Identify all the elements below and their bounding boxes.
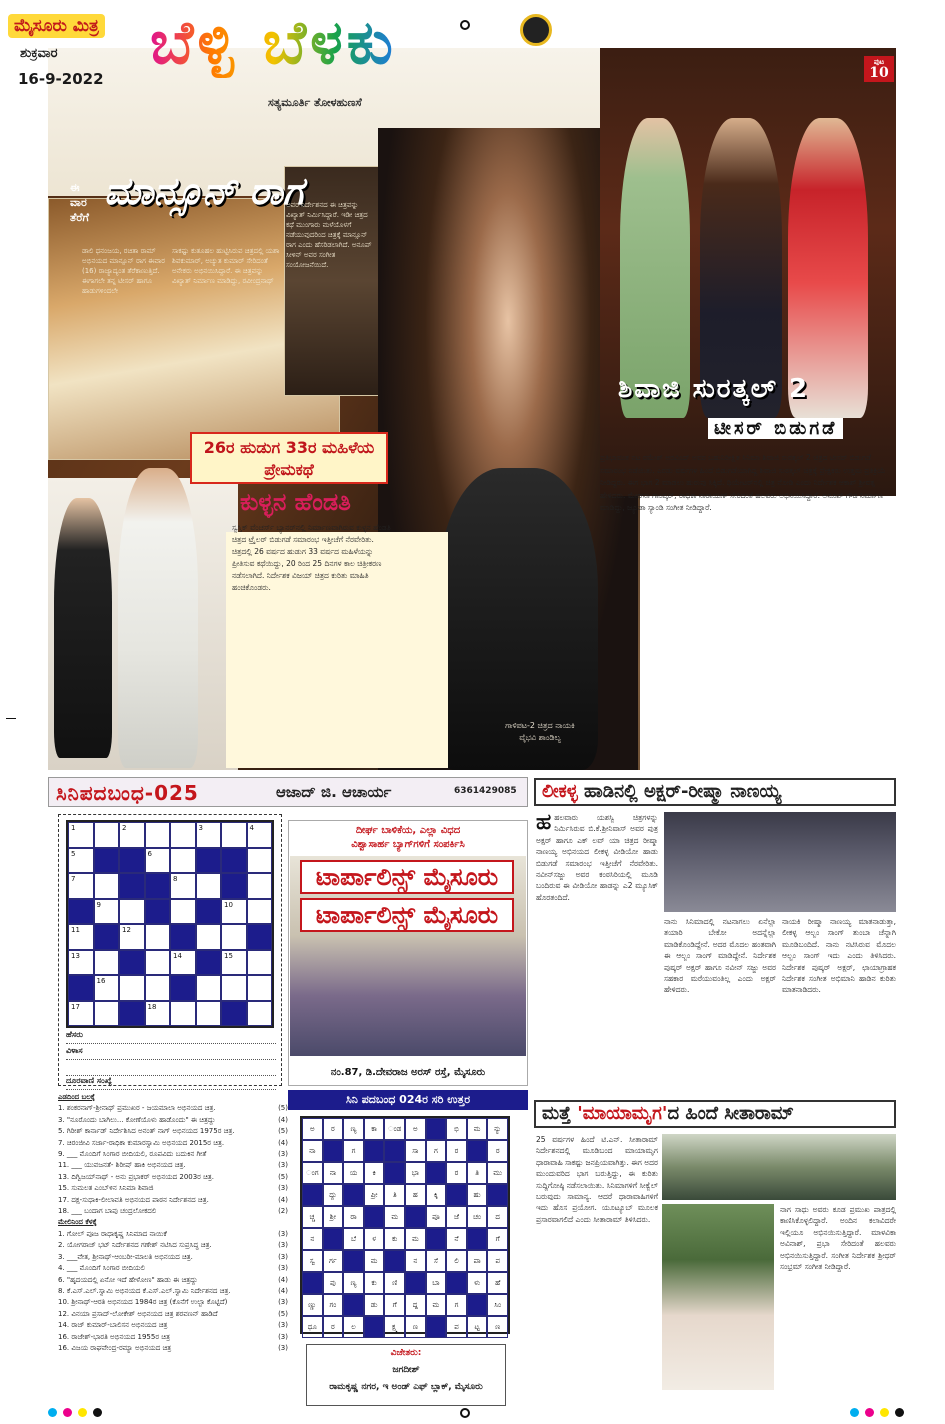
answer-cell: ಣ್ಯ <box>343 1272 364 1294</box>
winner-name: ಜಗದೀಶ್ <box>392 1365 420 1375</box>
crossword-cell[interactable]: 10 <box>221 899 247 925</box>
answer-cell: ಸ್ವ <box>302 1250 323 1272</box>
crossword-cell <box>196 950 222 976</box>
winner-box <box>306 1344 506 1406</box>
answer-cell: ಗೆ <box>487 1228 508 1250</box>
crossword-cell <box>221 848 247 874</box>
answer-cell: ಅ <box>405 1118 426 1140</box>
answer-cell: ನ್ಯು <box>487 1118 508 1140</box>
answer-cell <box>467 1228 488 1250</box>
clue-item: 14. ರಾಜ್ ಕುಮಾರ್-ಬಾಲಿಸನ ಅಭಿನಯದ ಚಿತ್ರ (3) <box>58 1321 288 1330</box>
crossword-cell <box>94 848 120 874</box>
address-field-line2[interactable] <box>66 1062 276 1076</box>
crossword-cell[interactable]: 3 <box>196 822 222 848</box>
answer-cell <box>446 1272 467 1294</box>
clue-heading: ಮೇಲಿನಿಂದ ಕೆಳಕ್ಕೆ <box>58 1218 97 1227</box>
clue-item: 1. ಗೋಲ್ ಪೂಜ ರಾಧಾಕೃಷ್ಣ ಸಿನಿಮಾದ ನಾಯಿಕೆ (3) <box>58 1229 288 1238</box>
answer-cell <box>405 1206 426 1228</box>
answer-cell: ಸಿಂ <box>487 1294 508 1316</box>
puzzle-clues <box>58 1092 288 1354</box>
crossword-cell[interactable]: 4 <box>247 822 273 848</box>
clue-item: 5. ಗಿರೀಶ್ ಕಾರ್ನಾಡ್ ನಿರ್ದೇಶಿಸಿದ ಅನಂತ್ ನಾಗ್ ಅಭಿನಯದ 1975ರ ಚಿತ್ರ. (5) <box>58 1127 288 1136</box>
crossword-cell[interactable] <box>145 924 171 950</box>
answer-cell <box>467 1140 488 1162</box>
answer-cell: ಭಿ <box>446 1118 467 1140</box>
crossword-cell[interactable] <box>247 950 273 976</box>
answer-cell: ಮು <box>487 1162 508 1184</box>
crossword-cell[interactable]: 13 <box>68 950 94 976</box>
crossword-grid <box>66 820 274 1028</box>
name-label: ಹೆಸರು <box>66 1030 83 1039</box>
answer-cell: ಕ್ಷ್ಮ <box>384 1316 405 1338</box>
answer-cell <box>302 1272 323 1294</box>
clue-heading: ಎಡದಿಂದ ಬಲಕ್ಕೆ <box>58 1093 95 1101</box>
issue-day: ಶುಕ್ರವಾರ <box>20 46 58 61</box>
crossword-cell[interactable]: 5 <box>68 848 94 874</box>
answer-cell <box>446 1184 467 1206</box>
crossword-cell[interactable]: 12 <box>119 924 145 950</box>
kulla-body: ಸ್ವಸ್ತಿಕ್ ವೆಂಚರ್ಸ್ ಬ್ಯಾನರ್‌ನಲ್ಲಿ ನಿರ್ಮಾಣವಾಗಿರುವ ಕುಳ್ಳನ ಹೆಂಡತಿ ಚಿತ್ರದ ಟ್ರೈಲರ್ ಬಿಡುಗಡೆ ಸಮಾರಂಭ ಇತ್ತೀಚೆಗೆ ನೆರವೇರಿತು. ಚಿತ್ರದಲ್ಲಿ 26 ವರ್ಷದ ಹುಡುಗ 33 ವರ್ಷದ ಮಹಿಳೆಯನ್ನು ಪ್ರೀತಿಸುವ ಕಥೆಯಿದ್ದು, 20 ರಿಂದ 25 ದಿನಗಳ ಕಾಲ ಚಿತ್ರೀಕರಣ ನಡೆಸಲಾಗಿದೆ. ನಿರ್ದೇಶಕ ವಿಜಯ್ ಚಿತ್ರದ ಕುರಿತು ಮಾಹಿತಿ ಹಂಚಿಕೊಂಡರು. <box>232 523 391 592</box>
answer-cell: ಳ <box>364 1228 385 1250</box>
actress-green-saree <box>620 118 690 418</box>
answer-cell <box>384 1140 405 1162</box>
answer-cell: ಹು <box>467 1184 488 1206</box>
crossword-cell[interactable] <box>119 899 145 925</box>
answer-cell: ಟ್ಟ <box>467 1316 488 1338</box>
answer-cell: ಮ <box>467 1118 488 1140</box>
clue-item: 12. ವಿನಯಾ ಪ್ರಸಾದ್-ಲೋಕೇಶ್ ಅಭಿನಯದ ಚಿತ್ರ ಶರವಣನ್ ಹಾಡಿದೆ (5) <box>58 1309 288 1318</box>
actress-red-jacket <box>788 118 868 418</box>
crossword-cell[interactable] <box>196 1001 222 1027</box>
answer-cell: ನಾ <box>323 1162 344 1184</box>
answer-cell: ಚ್ಚ <box>302 1206 323 1228</box>
crossword-cell[interactable] <box>221 975 247 1001</box>
address-label: ವಿಳಾಸ <box>66 1046 83 1055</box>
answer-cell: ಣ್ಣು <box>302 1294 323 1316</box>
answer-cell: ಕು <box>384 1228 405 1250</box>
ad-line1: ದೀರ್ಘ ಬಾಳಿಕೆಯ, ಎಲ್ಲಾ ವಿಧದ <box>355 825 461 836</box>
print-color-bar <box>48 1408 102 1417</box>
answer-cell: ಹೆ <box>487 1272 508 1294</box>
clue-item: 13. ದಿಗ್ವಿಜಯ್‌ನಾಥ್ - ಅನು ಪ್ರಭಾಕರ್ ಅಭಿನಯದ 2003ರ ಚಿತ್ರ. (5) <box>58 1172 288 1181</box>
answer-cell: ಪ <box>446 1316 467 1338</box>
shivaji-title: ಶಿವಾಜಿ ಸುರತ್ಕಲ್ 2 <box>618 374 810 404</box>
puzzle-phone: 6361429085 <box>454 786 517 796</box>
monsoon-col2: ಸಾಕಷ್ಟು ಕುತೂಹಲ ಹುಟ್ಟಿಸಿರುವ ಚಿತ್ರದಲ್ಲಿ ಯಶಾ ಶಿವಕುಮಾರ್, ಅಚ್ಯುತ ಕುಮಾರ್ ಸೇರಿದಂತೆ ಅನೇಕರು ಅಭಿನಯಿಸಿದ್ದಾರೆ. ಈ ಚಿತ್ರವನ್ನು ವಿಖ್ಯಾತ್ ನಿರ್ಮಾಣ ಮಾಡಿದ್ದು, ರವೀಂದ್ರನಾಥ್ <box>172 247 280 285</box>
registration-mark <box>460 1408 470 1418</box>
answer-cell: ಗಂ <box>323 1294 344 1316</box>
crossword-cell[interactable] <box>221 924 247 950</box>
maaya-actress-photo <box>662 1204 774 1390</box>
monsoon-title: ಮಾನ್ಸೂನ್ ರಾಗ <box>104 168 304 213</box>
answer-cell: ಕಾ <box>364 1118 385 1140</box>
crossword-cell[interactable]: 8 <box>170 873 196 899</box>
ad-address: ನಂ.87, ಡಿ.ದೇವರಾಜ ಅರಸ್ ರಸ್ತೆ, ಮೈಸೂರು <box>290 1062 526 1084</box>
answer-cell <box>364 1316 385 1338</box>
answers-title: ಸಿನಿ ಪದಬಂಧ 024ರ ಸರಿ ಉತ್ತರ <box>288 1090 528 1110</box>
answer-cell: ತಿ <box>467 1162 488 1184</box>
answer-cell: ರ <box>487 1140 508 1162</box>
crossword-cell <box>170 975 196 1001</box>
crossword-cell[interactable] <box>145 975 171 1001</box>
answer-cell: ಸಾ <box>405 1140 426 1162</box>
crossword-cell[interactable]: 2 <box>119 822 145 848</box>
page-number: 10 <box>869 65 889 81</box>
answer-cell <box>426 1162 447 1184</box>
clue-item: 11. ___ ಯುವಜನತೆ- ಶಿರೀಷ್ ಹಾಕಿ ಅಭಿನಯದ ಚಿತ್ರ. (3) <box>58 1161 288 1170</box>
registration-mark <box>460 20 470 30</box>
answer-cell: ಬೆ <box>343 1228 364 1250</box>
answer-cell: ಪೂ <box>426 1206 447 1228</box>
clue-item: 16. ರಾಜೇಶ್-ಭಾರತಿ ಅಭಿನಯದ 1955ರ ಚಿತ್ರ (3) <box>58 1332 288 1341</box>
answer-cell: ರ <box>446 1162 467 1184</box>
answer-cell: ಭಾ <box>405 1162 426 1184</box>
shop-sign-1: ಟಾರ್ಪಾಲಿನ್ಸ್ ಮೈಸೂರು <box>300 860 514 894</box>
answer-cell <box>487 1184 508 1206</box>
actress-black-dress <box>54 498 112 758</box>
answer-cell <box>343 1294 364 1316</box>
crossword-cell <box>221 873 247 899</box>
answer-cell: ಕಿ <box>364 1162 385 1184</box>
crossword-cell <box>94 924 120 950</box>
answer-cell: ಗ <box>343 1140 364 1162</box>
crossword-cell[interactable]: 1 <box>68 822 94 848</box>
crossword-cell <box>119 950 145 976</box>
answer-cell: ನಾ <box>302 1140 323 1162</box>
crossword-cell[interactable] <box>119 975 145 1001</box>
crossword-cell[interactable] <box>247 975 273 1001</box>
clue-item: 15. ಸುಮಲತ ಎಂಬ್‌ಳಿನ ಸಿನಿಮಾ ಶಿವಾಜಿ (3) <box>58 1184 288 1193</box>
leekalla-col3: ನಾಯಕಿ ರೀಷ್ಮಾ ನಾಣಯ್ಯ ಮಾತನಾಡುತ್ತಾ, ಲೀಕಳ್ಳ ಆಲ್ಬಂ ಸಾಂಗ್ ತುಂಬಾ ಚೆನ್ನಾಗಿ ಮೂಡಿಬಂದಿದೆ. ನಾನು ನಟಿಸಿರುವ ಮೊದಲ ಆಲ್ಬಂ ಸಾಂಗ್ ಇದು ಎಂದು ತಿಳಿಸಿದರು. ನಿರ್ದೇಶಕ ಪುಷ್ಕರ್ ಅಕ್ಷರ್, ಛಾಯಾಗ್ರಾಹಕ ನಿರ್ದೇಶಕ ಸಂಗೀತ ಅಭಿಮಾನಿ ಹಾಡಿನ ಕುರಿತು ಮಾತನಾಡಿದರು. <box>782 917 896 995</box>
answer-cell: ಪಾ <box>467 1250 488 1272</box>
answer-cell: ಧೂ <box>302 1316 323 1338</box>
crossword-cell[interactable] <box>94 873 120 899</box>
crossword-cell <box>196 848 222 874</box>
answer-cell <box>364 1140 385 1162</box>
brand-logo: ಮೈಸೂರು ಮಿತ್ರ <box>8 14 105 38</box>
clue-item: 2. ಯೋಗರಾಜ್ ಭಟ್ ನಿರ್ದೇಶನದ ಗಣೇಶ್ ನಟಿಸಿದ ಸುಪ್ರಸಿದ್ಧ ಚಿತ್ರ. (3) <box>58 1241 288 1250</box>
answer-cell: ಕ್ಕಿ <box>426 1184 447 1206</box>
maaya-title: ಮತ್ತೆ 'ಮಾಯಾಮೃಗ'ದ ಹಿಂದೆ ಸೀತಾರಾಮ್ <box>534 1100 896 1128</box>
answer-cell: ಪು <box>323 1272 344 1294</box>
monsoon-col1: ಡಾಲಿ ಧನಂಜಯ, ರಚಿತಾ ರಾಮ್ ಅಭಿನಯದ ಮಾನ್ಸೂನ್ ರಾಗ ಈವಾರ (16) ರಾಜ್ಯಾದ್ಯಂತ ತೆರೆಕಾಣುತ್ತಿದೆ. ಈಗಾಗಲೇ ತನ್ನ ಟೀಸರ್ ಹಾಗೂ ಹಾಡುಗಳಿಂದಲೇ <box>82 247 165 295</box>
crossword-cell[interactable]: 14 <box>170 950 196 976</box>
name-field[interactable] <box>66 1030 276 1044</box>
kulla-banner: 26ರ ಹುಡುಗ 33ರ ಮಹಿಳೆಯ ಪ್ರೇಮಕಥೆ <box>190 432 388 484</box>
answer-cell <box>364 1206 385 1228</box>
leekalla-col2: ನಾನು ಸಿನಿಮಾದಲ್ಲಿ ನಟನಾಗಲು ಏನೆಲ್ಲಾ ತಯಾರಿ ಬೇಕೋ ಅದನ್ನೆಲ್ಲಾ ಮಾಡಿಕೊಂಡಿದ್ದೇನೆ. ಅದರ ಮೊದಲ ಹಂತವಾಗಿ ಈ ಆಲ್ಬಂ ಸಾಂಗ್ ಮಾಡಿದ್ದೇನೆ. ನಿರ್ದೇಶಕ ಪುಷ್ಕರ್ ಅಕ್ಷರ್ ಹಾಗೂ ನವೀನ್ ಸಜ್ಜು ಅವರ ಸಹಕಾರ ಮರೆಯುವಂತಿಲ್ಲ ಎಂದು ಅಕ್ಷರ್ ಹೇಳಿದರು. <box>664 917 776 995</box>
answer-cell: ಲಿ <box>446 1250 467 1272</box>
answer-cell <box>302 1184 323 1206</box>
winner-address: ರಾಮಕೃಷ್ಣ ನಗರ, ಇ ಅಂಡ್ ಎಫ್ ಬ್ಲಾಕ್, ಮೈಸೂರು <box>329 1382 483 1392</box>
answer-cell: ನ <box>405 1250 426 1272</box>
answer-cell: ಗೆ <box>384 1294 405 1316</box>
shivaji-body: ಪ್ರತಿಭಾವಂತ ನಟ ರಮೇಶ್ ಅರವಿಂದ್ ಅವರ ಬಹುನಿರೀಕ್ಷಿತ ಸಿನಿಮಾ ಶಿವಾಜಿ ಸುರತ್ಕಲ್ 2 ಚಿತ್ರದ ಟೀಸರ್ ಬಿಡುಗಡೆ ಸಮಾರಂಭ ನಡೆಯಿತು. ಎರಡು ವರ್ಷಗಳ ಹಿಂದೆ ಬಿಡುಗಡೆಯಾಗಿದ್ದ ಶಿವಾಜಿ ಸುರತ್ಕಲ್ ಚಿತ್ರಕ್ಕೆ ಪ್ರೇಕ್ಷಕರು ಉತ್ತಮ ಪ್ರತಿಕ್ರಿಯೆ ನೀಡಿದ್ದರು. ಈಗ ಭಾಗ 2 ಮಾಡಲು ಹುರುಪು ಸಿಕ್ಕಿದೆ. ಥಿಯೇಟರ್‌ನಲ್ಲಿ ಚಿತ್ರ ನೋಡಿ ಎಂದು ನಿರ್ದೇಶಕ ಆಕಾಶ್ ಶ್ರೀವತ್ಸ ಹೇಳಿದರು. ಮೇಘನಾ ಗಾಂವ್ಕರ್, ರಾಧಿಕಾ ನಾರಾಯಣ್ ಸೇರಿದಂತೆ ಹಲವರು ಅಭಿನಯಿಸಿದ್ದಾರೆ. ಅನೂಪ್ ಗೌಡ ನಿರ್ಮಾಣ ಮಾಡಿದ್ದು, ಜ್ಯೂಡಾ ಸ್ಯಾಂಡಿ ಸಂಗೀತ ನೀಡಿದ್ದಾರೆ. <box>600 453 886 512</box>
answer-cell: ಮ <box>426 1294 447 1316</box>
section-masthead: ಬೆಳ್ಳಿ ಬೆಳಕು <box>150 8 397 78</box>
answer-cell: ಗ <box>446 1294 467 1316</box>
crossword-cell[interactable]: 17 <box>68 1001 94 1027</box>
answer-cell: ಹ <box>405 1184 426 1206</box>
crossword-cell <box>145 873 171 899</box>
crossword-cell <box>68 975 94 1001</box>
crossword-cell <box>196 899 222 925</box>
clue-item: 17. ದಕ್ಷ-ಸುಧಾಕಿ-ಲೀಲಾವತಿ ಅಭಿನಯದ ಪಾಠನ ನಿರ್ದೇಶನದ ಚಿತ್ರ. (4) <box>58 1195 288 1204</box>
maaya-col1: 25 ವರ್ಷಗಳ ಹಿಂದೆ ಟಿ.ಎನ್. ಸೀತಾರಾಮ್ ನಿರ್ದೇಶನದಲ್ಲಿ ಮೂಡಿಬಂದ ಮಾಯಾಮೃಗ ಧಾರಾವಾಹಿ ಸಾಕಷ್ಟು ಜನಪ್ರಿಯವಾಗಿತ್ತು. ಈಗ ಅದರ ಮುಂದುವರಿದ ಭಾಗ ಬರುತ್ತಿದ್ದು, ಈ ಕುರಿತು ಸುದ್ದಿಗೋಷ್ಠಿ ನಡೆಸಲಾಯಿತು. ಸಿನಿಮಾಗಳಿಗೆ ಸೀಕ್ವೆಲ್ ಬರುವುದು ಸಾಮಾನ್ಯ. ಆದರೆ ಧಾರಾವಾಹಿಗಳಿಗೆ ಇದು ಹೊಸ ಪ್ರಯೋಗ. ಯೂಟ್ಯೂಬ್ ಮೂಲಕ ಪ್ರಸಾರವಾಗಲಿದೆ ಎಂದು ಸೀತಾರಾಮ್ ತಿಳಿಸಿದರು. <box>536 1135 658 1224</box>
winner-label: ವಿಜೇತರು: <box>390 1348 422 1358</box>
clue-item: 4. ___ ಮೊಂದಿಗೆ ಸಿಂಗಾರ ಬೀದಿಯಲಿ (3) <box>58 1264 288 1273</box>
crossword-cell[interactable] <box>170 848 196 874</box>
address-field[interactable] <box>66 1046 276 1060</box>
crossword-cell[interactable] <box>170 899 196 925</box>
answer-cell <box>426 1316 447 1338</box>
clue-item: 6. "ಹೃದಯದಲ್ಲಿ ಏನೋ ಇದೆ ಹೇಳೋಣ" ಹಾಡು ಈ ಚಿತ್ರದ್ದು (4) <box>58 1275 288 1284</box>
answer-cell <box>384 1250 405 1272</box>
clue-item: 1. ಶಂಕರನಾಗ್-ಶ್ರೀನಾಥ್ ಪ್ರಮುಖರ - ಜಯಮಾಲಾ ಅಭಿನಯದ ಚಿತ್ರ. (5) <box>58 1104 288 1113</box>
crossword-cell[interactable] <box>247 848 273 874</box>
clue-item: 9. ___ ಮೊಂದಿಗೆ ಸಿಂಗಾರ ಬೀದಿಯಲಿ, ರೂಪವಿದು ಬದುಕಿನ ಗೀತೆ (3) <box>58 1150 288 1159</box>
this-week-tag: ಈ ವಾರ ತೆರೆಗೆ <box>70 181 89 224</box>
ad-line2: ವಿಶ್ವಾಸಾರ್ಹ ಬ್ಯಾಗ್‌ಗಳಿಗೆ ಸಂಪರ್ಕಿಸಿ <box>351 839 465 850</box>
answer-cell: ಪ್ರೀ <box>364 1184 385 1206</box>
crossword-cell <box>68 899 94 925</box>
crossword-cell[interactable] <box>94 1001 120 1027</box>
answer-cell: ಯ <box>343 1162 364 1184</box>
maaya-group-photo <box>662 1134 896 1200</box>
answer-cell: ನ <box>302 1228 323 1250</box>
answer-cell: ಣ <box>405 1316 426 1338</box>
answer-cell: ರ <box>446 1140 467 1162</box>
clue-item: 7. ಚಿರಂಜೀವಿ ಸರ್ಜಾ-ರಾಧಿಕಾ ಕುಮಾರಸ್ವಾಮಿ ಅಭಿನಯದ 2015ರ ಚಿತ್ರ. (4) <box>58 1138 288 1147</box>
crossword-cell[interactable]: 18 <box>145 1001 171 1027</box>
answer-cell: ಅ <box>302 1118 323 1140</box>
crossword-cell[interactable] <box>196 975 222 1001</box>
phone-field[interactable] <box>66 1076 276 1090</box>
crossword-cell[interactable]: 7 <box>68 873 94 899</box>
crossword-cell <box>247 924 273 950</box>
clue-item: 16. ವಿಜಯ ರಾಘವೇಂದ್ರ-ರಮ್ಯಾ ಅಭಿನಯದ ಚಿತ್ರ (3) <box>58 1343 288 1352</box>
crossword-cell[interactable] <box>247 899 273 925</box>
crossword-cell[interactable]: 6 <box>145 848 171 874</box>
answer-cell <box>467 1294 488 1316</box>
clue-item: 3. ___ವೇತ, ಶ್ರೀನಾಥ್-ಆಂಬರೀ-ಮಾಲತಿ ಅಭಿನಯದ ಚಿತ್ರ. (3) <box>58 1252 288 1261</box>
answer-cell: ಲ <box>343 1316 364 1338</box>
crossword-cell[interactable] <box>145 950 171 976</box>
answer-cell: ಚಂ <box>467 1206 488 1228</box>
leekalla-event-photo <box>664 812 896 912</box>
answer-cell: ಜೆ <box>446 1206 467 1228</box>
crossword-cell[interactable] <box>247 873 273 899</box>
page-label: ಪುಟ <box>873 57 885 66</box>
answer-cell: ದ್ದ <box>405 1294 426 1316</box>
crossword-cell[interactable] <box>94 822 120 848</box>
answer-cell <box>343 1250 364 1272</box>
answer-cell: ಗ <box>426 1140 447 1162</box>
shivaji-subtitle: ಟೀಸರ್ ಬಿಡುಗಡೆ <box>708 418 843 439</box>
crossword-cell <box>119 848 145 874</box>
answer-grid <box>300 1116 510 1334</box>
answer-cell: ಶ್ರೀ <box>323 1206 344 1228</box>
page-number-box <box>864 56 894 82</box>
crossword-cell[interactable]: 11 <box>68 924 94 950</box>
answer-cell: ದ್ದು <box>323 1184 344 1206</box>
clue-item: 3. "ನೂರೊಂದು ಬಾಗಿಲು... ಕೋಣೆಯೊಳು ಹಾಡೊಂದು" ಈ ಚಿತ್ರದ್ದು (4) <box>58 1115 288 1124</box>
answer-cell: ಮ <box>364 1250 385 1272</box>
crossword-cell <box>119 1001 145 1027</box>
answer-cell: ಣಿ <box>384 1272 405 1294</box>
answer-cell: ಣ <box>487 1316 508 1338</box>
crossword-cell[interactable] <box>94 950 120 976</box>
film-reel-icon <box>520 14 552 46</box>
clue-item: 18. ___ ಬಂದಾಗ ಬಾಪು ಚಂದ್ರಲೋಕದಲಿ (2) <box>58 1207 288 1216</box>
answer-cell: ಪ <box>487 1250 508 1272</box>
answer-cell: ಳು <box>467 1272 488 1294</box>
maaya-col2: ನಾಗ ಸಾಧು ಅವರು ಕೂಡ ಪ್ರಮುಖ ಪಾತ್ರದಲ್ಲಿ ಕಾಣಿಸಿಕೊಳ್ಳಲಿದ್ದಾರೆ. ಅಂದಿನ ಕಲಾವಿದರೇ ಇಲ್ಲಿಯೂ ಅಭಿನಯಿಸುತ್ತಿದ್ದಾರೆ. ಮಾಳವಿಕಾ ಅವಿನಾಶ್, ಪ್ರಭಾ ಸೇರಿದಂತೆ ಹಲವರು ಅಭಿನಯಿಸುತ್ತಿದ್ದಾರೆ. ಸಂಗೀತ ನಿರ್ದೇಶಕ ಶ್ರೀಧರ್ ಸಂಭ್ರಮ್ ಸಂಗೀತ ನೀಡಿದ್ದಾರೆ. <box>780 1205 896 1272</box>
margin-tick <box>6 718 16 719</box>
crossword-cell[interactable] <box>196 873 222 899</box>
answer-cell: ರ್ಗ <box>323 1250 344 1272</box>
crossword-cell[interactable]: 16 <box>94 975 120 1001</box>
answer-cell <box>323 1140 344 1162</box>
answer-cell <box>426 1118 447 1140</box>
answer-cell <box>426 1228 447 1250</box>
actor-leather-jacket <box>700 118 782 418</box>
crossword-cell <box>145 899 171 925</box>
kulla-title: ಕುಳ್ಳನ ಹೆಂಡತಿ <box>240 488 351 516</box>
crossword-cell[interactable] <box>145 822 171 848</box>
answer-cell: ಬಾ <box>426 1272 447 1294</box>
clue-item: 8. ಕೆ.ಎಸ್.ಎಲ್.ಸ್ವಾಮಿ ಅಭಿನಯದ ಕೆ.ಎಸ್.ಎಲ್.ಸ್ವಾಮಿ ನಿರ್ದೇಶನದ ಚಿತ್ರ. (4) <box>58 1286 288 1295</box>
crossword-cell <box>221 1001 247 1027</box>
crossword-cell[interactable] <box>221 822 247 848</box>
crossword-cell[interactable] <box>247 1001 273 1027</box>
answer-cell: ಸೆ <box>426 1250 447 1272</box>
issue-date: 16-9-2022 <box>18 70 104 88</box>
answer-cell: ಮ <box>384 1206 405 1228</box>
answer-cell <box>384 1162 405 1184</box>
crossword-cell[interactable]: 9 <box>94 899 120 925</box>
answer-cell <box>405 1272 426 1294</box>
cover-caption: ಗಾಳಿಪಟ-2 ಚಿತ್ರದ ನಾಯಕಿ ವೈಭವಿ ಶಾಂಡಿಲ್ಯ <box>505 721 575 742</box>
crossword-cell <box>170 924 196 950</box>
print-color-bar <box>850 1408 904 1417</box>
leekalla-col1: ಹಹಲವಾರು ಯಶಸ್ವಿ ಚಿತ್ರಗಳನ್ನು ನಿರ್ಮಿಸಿರುವ ಬಿ.ಕೆ.ಶ್ರೀನಿವಾಸ್ ಅವರ ಪುತ್ರ ಅಕ್ಷರ್ ಹಾಗೂ ಎಕ್ ಲವ್ ಯಾ ಚಿತ್ರದ ರೀಷ್ಮಾ ನಾಣಯ್ಯ ಅಭಿನಯದ ಲೀಕಳ್ಳ ವೀಡಿಯೋ ಹಾಡು ಬಿಡುಗಡೆ ಸಮಾರಂಭ ಇತ್ತೀಚೆಗೆ ನೆರವೇರಿತು. ನವೀನ್‌ಸಜ್ಜು ಅವರ ಕಂಠಸಿರಿಯಲ್ಲಿ ಮೂಡಿ ಬಂದಿರುವ ಈ ವೀಡಿಯೋ ಹಾಡನ್ನು ಎ2 ಮ್ಯೂಸಿಕ್ ಹೊರತಂದಿದೆ. <box>536 812 658 902</box>
monsoon-col3: ಅವರ ನಿರ್ದೇಶನದ ಈ ಚಿತ್ರವನ್ನು ವಿಖ್ಯಾತ್ ನಿರ್ಮಿಸಿದ್ದಾರೆ. ಇಡೀ ಚಿತ್ರದ ಕಥೆ ಮುಂಗಾರು ಮಳೆಯೊಳಗೆ ನಡೆಯುವುದರಿಂದ ಚಿತ್ರಕ್ಕೆ ಮಾನ್ಸೂನ್ ರಾಗ ಎಂದು ಹೆಸರಿಡಲಾಗಿದೆ. ಅನೂಪ್ ಸೀಳಿನ್ ಅವರ ಸಂಗೀತ ಸಂಯೋಜನೆಯಿದೆ. <box>286 201 372 269</box>
actor-white-shirt <box>118 468 198 768</box>
crossword-cell[interactable] <box>170 822 196 848</box>
crossword-cell[interactable]: 15 <box>221 950 247 976</box>
clue-item: 10. ಶ್ರೀನಾಥ್-ಆರತಿ ಅಭಿನಯದ 1984ರ ಚಿತ್ರ (ಕೊನೆಗೆ ಉಲ್ಟಾ ಕೊಟ್ಟಿದೆ) (3) <box>58 1298 288 1307</box>
answer-cell: ರಾ <box>343 1206 364 1228</box>
answer-cell: ಂಗ <box>302 1162 323 1184</box>
leekalla-title: ಲೀಕಳ್ಳ ಹಾಡಿನಲ್ಲಿ ಅಕ್ಷರ್-ರೀಷ್ಮಾ ನಾಣಯ್ಯ <box>534 778 896 806</box>
section-editor-credit: ಸತ್ಯಮೂರ್ತಿ ತೋಳಹುಣಸೆ <box>268 96 362 109</box>
crossword-cell[interactable] <box>170 1001 196 1027</box>
crossword-cell <box>119 873 145 899</box>
shop-sign-2: ಟಾರ್ಪಾಲಿನ್ಸ್ ಮೈಸೂರು <box>300 898 514 932</box>
answer-cell: ನೆ <box>446 1228 467 1250</box>
answer-cell: ರ <box>323 1118 344 1140</box>
answer-cell: ತಿ <box>384 1184 405 1206</box>
crossword-cell[interactable] <box>196 924 222 950</box>
answer-cell: ಂಡ <box>384 1118 405 1140</box>
answer-cell: ಕು <box>364 1272 385 1294</box>
answer-cell: ಡು <box>364 1294 385 1316</box>
answer-cell: ಣ್ಯ <box>343 1118 364 1140</box>
answer-cell: ಮ <box>405 1228 426 1250</box>
answer-cell <box>323 1228 344 1250</box>
answer-cell: ದ <box>487 1206 508 1228</box>
answer-cell: ರ <box>323 1316 344 1338</box>
puzzle-title: ಸಿನಿಪದಬಂಧ-025 <box>56 781 199 805</box>
puzzle-author: ಆಜಾದ್ ಜಿ. ಆಚಾರ್ಯ <box>276 783 392 801</box>
phone-label: ದೂರವಾಣಿ ಸಂಖ್ಯೆ <box>66 1076 112 1085</box>
answer-cell <box>343 1184 364 1206</box>
